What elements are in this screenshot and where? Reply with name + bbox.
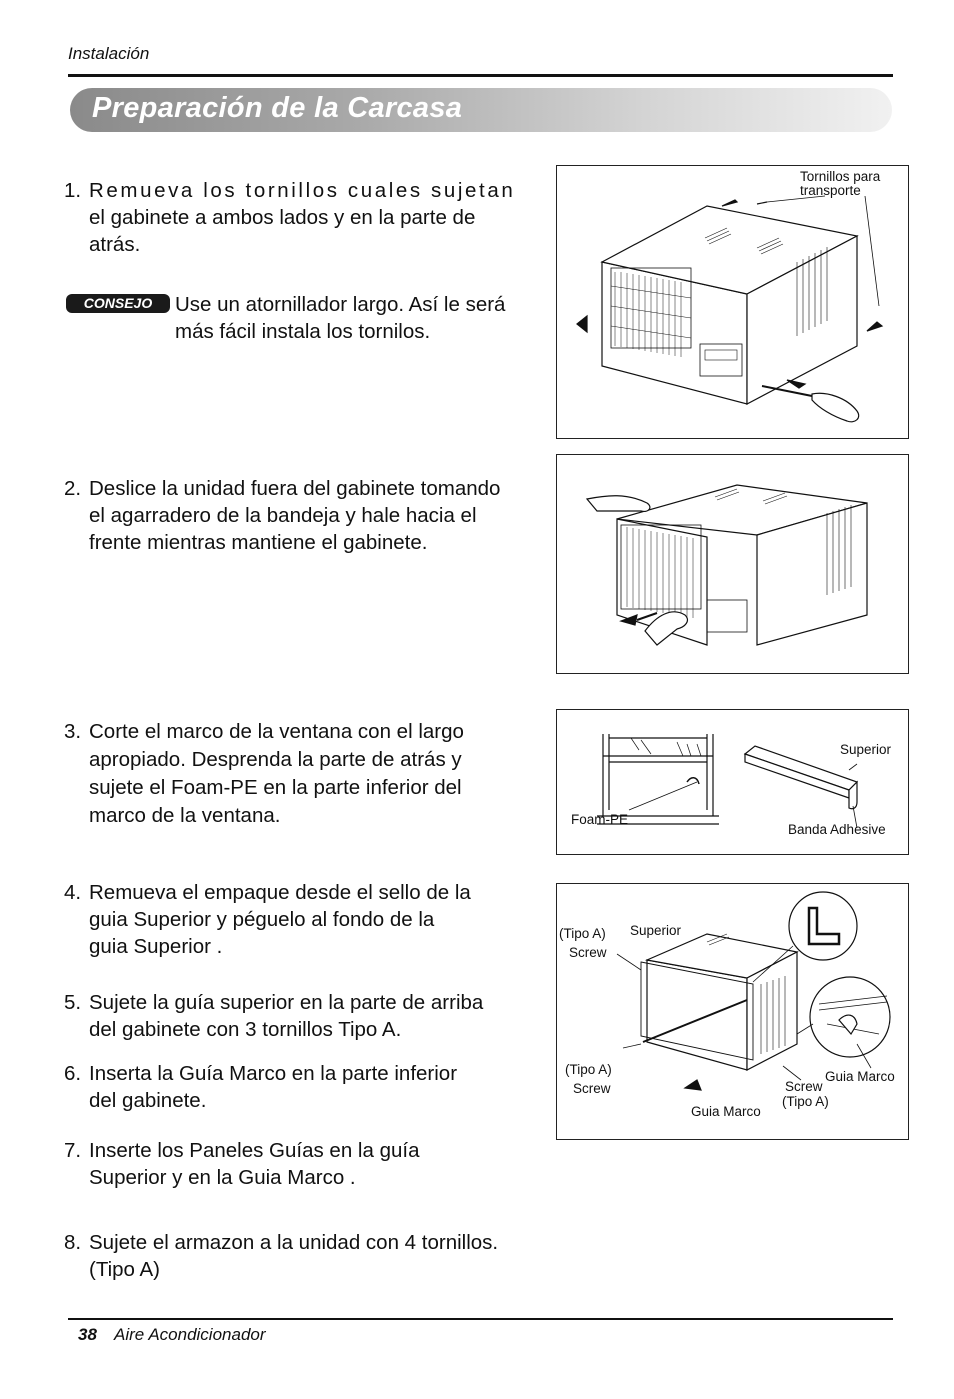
step-line: Corte el marco de la ventana con el largo — [89, 720, 464, 743]
page-footer-name: Aire Acondicionador — [114, 1325, 266, 1344]
fig1-label-2: transporte — [800, 183, 861, 198]
step-line: Superior y en la Guia Marco . — [89, 1166, 356, 1189]
step-7 — [64, 1137, 549, 1191]
step-line: Remueva el empaque desde el sello de la — [89, 881, 471, 904]
step-line: el gabinete a ambos lados y en la parte de — [89, 206, 476, 229]
bottom-rule — [68, 1318, 893, 1320]
tip-line: más fácil instala los tornilos. — [175, 320, 431, 343]
step-number: 1. — [64, 179, 82, 202]
step-line: guia Superior . — [89, 935, 223, 958]
consejo-badge: CONSEJO — [66, 294, 170, 313]
fig3-foam-label: Foam-PE — [571, 812, 629, 827]
figure-remove-screws — [556, 165, 909, 439]
fig4-tipo-a-2: (Tipo A) — [565, 1062, 612, 1077]
step-line: Deslice la unidad fuera del gabinete tomando — [89, 477, 501, 500]
tip-text — [175, 291, 505, 345]
page-title: Preparación de la Carcasa — [92, 92, 463, 124]
step-line: Sujete el armazon a la unidad con 4 tornillos. — [89, 1231, 499, 1254]
fig3-superior-label: Superior — [840, 742, 892, 757]
figure-slide-unit — [556, 454, 909, 674]
step-line: apropiado. Desprenda la parte de atrás y — [89, 748, 462, 771]
step-number: 3. — [64, 720, 82, 743]
figure-frame-assembly — [556, 883, 909, 1140]
step-line: del gabinete con 3 tornillos Tipo A. — [89, 1018, 402, 1041]
fig4-tipo-a-1: (Tipo A) — [559, 926, 606, 941]
step-line: el agarradero de la bandeja y hale hacia el — [89, 504, 477, 527]
page-number: 38 — [78, 1325, 97, 1344]
step-line: atrás. — [89, 233, 141, 256]
fig1-label-1: Tornillos para — [800, 169, 881, 184]
step-number: 2. — [64, 477, 82, 500]
step-line: Inserta la Guía Marco en la parte inferior — [89, 1062, 458, 1085]
step-number: 7. — [64, 1139, 82, 1162]
fig4-screw-1: Screw — [569, 945, 607, 960]
fig4-tipo-a-3: (Tipo A) — [782, 1094, 829, 1109]
step-4 — [64, 879, 549, 960]
title-bar — [70, 88, 892, 132]
step-line: (Tipo A) — [89, 1258, 161, 1281]
step-line: Remueva los tornillos cuales sujetan — [89, 179, 516, 202]
fig4-superior: Superior — [630, 923, 682, 938]
step-number: 5. — [64, 991, 82, 1014]
step-line: del gabinete. — [89, 1089, 207, 1112]
step-2 — [64, 475, 549, 556]
fig4-screw-2: Screw — [573, 1081, 611, 1096]
section-label: Instalación — [68, 44, 150, 63]
step-number: 6. — [64, 1062, 82, 1085]
tip-line: Use un atornillador largo. Así le será — [175, 293, 506, 316]
step-line: Sujete la guía superior en la parte de arriba — [89, 991, 484, 1014]
figure-window-frame — [556, 709, 909, 855]
step-line: sujete el Foam-PE en la parte inferior del — [89, 776, 462, 799]
top-rule — [68, 74, 893, 77]
step-number: 8. — [64, 1231, 82, 1254]
fig4-guia-marco-1: Guia Marco — [825, 1069, 895, 1084]
fig4-screw-3: Screw — [785, 1079, 823, 1094]
step-5 — [64, 989, 549, 1043]
step-number: 4. — [64, 881, 82, 904]
fig3-banda-label: Banda Adhesive — [788, 822, 886, 837]
step-3 — [64, 718, 549, 830]
step-6 — [64, 1060, 549, 1114]
step-line: Inserte los Paneles Guías en la guía — [89, 1139, 420, 1162]
step-line: frente mientras mantiene el gabinete. — [89, 531, 428, 554]
step-line: marco de la ventana. — [89, 804, 281, 827]
fig4-guia-marco-2: Guia Marco — [691, 1104, 761, 1119]
step-1 — [64, 177, 544, 258]
step-line: guia Superior y péguelo al fondo de la — [89, 908, 435, 931]
step-8 — [64, 1229, 549, 1283]
